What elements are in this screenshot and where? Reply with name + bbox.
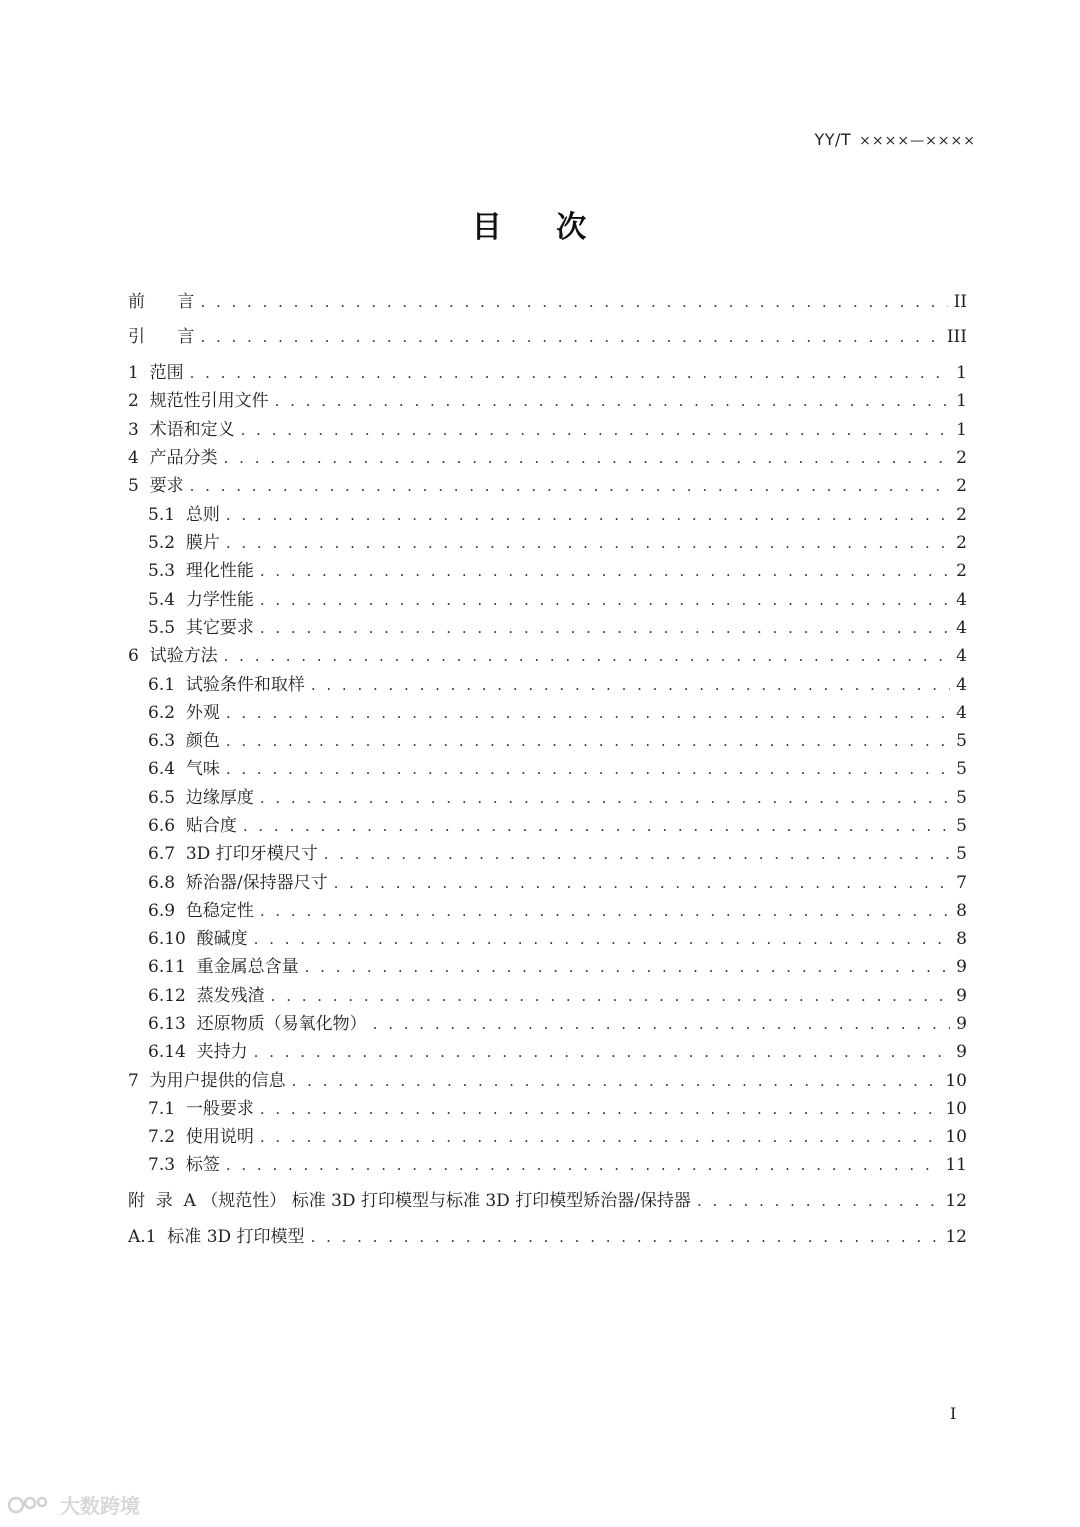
toc-leader-dots bbox=[260, 559, 950, 583]
toc-entry[interactable] bbox=[128, 842, 967, 866]
toc-entry-label: 7 为用户提供的信息 bbox=[128, 1071, 286, 1091]
toc-entry-page: 9 bbox=[956, 957, 967, 977]
toc-entry[interactable] bbox=[128, 1040, 967, 1064]
toc-leader-dots bbox=[697, 1189, 939, 1213]
toc-entry[interactable] bbox=[128, 446, 967, 470]
toc-entry-label: 6.7 3D 打印牙模尺寸 bbox=[148, 844, 318, 864]
toc-leader-dots bbox=[311, 1225, 940, 1249]
toc-leader-dots bbox=[200, 325, 940, 349]
standard-code-prefix: YY/T bbox=[814, 130, 852, 149]
toc-entry[interactable] bbox=[128, 871, 967, 895]
toc-entry[interactable] bbox=[128, 588, 967, 612]
toc-leader-dots bbox=[260, 616, 950, 640]
toc-entry[interactable] bbox=[128, 1069, 967, 1093]
toc-entry[interactable] bbox=[128, 1012, 967, 1036]
toc-entry[interactable] bbox=[128, 814, 967, 838]
toc-entry[interactable] bbox=[128, 474, 967, 498]
toc-leader-dots bbox=[311, 673, 950, 697]
toc-entry-label: 6.12 蒸发残渣 bbox=[148, 986, 265, 1006]
toc-entry-label: 6.8 矫治器/保持器尺寸 bbox=[148, 873, 328, 893]
toc-entry-page: 10 bbox=[945, 1071, 967, 1091]
toc-entry[interactable] bbox=[128, 389, 967, 413]
toc-leader-dots bbox=[271, 984, 951, 1008]
toc-entry-page: 8 bbox=[956, 901, 967, 921]
toc-entry-page: 9 bbox=[956, 1014, 967, 1034]
toc-entry[interactable] bbox=[128, 899, 967, 923]
toc-entry-label: 1 范围 bbox=[128, 363, 184, 383]
toc-leader-dots bbox=[226, 503, 950, 527]
watermark bbox=[8, 1490, 140, 1519]
toc-leader-dots bbox=[305, 955, 951, 979]
watermark-text: 大数跨境 bbox=[60, 1494, 140, 1518]
standard-code bbox=[814, 130, 976, 149]
toc-leader-dots bbox=[260, 899, 950, 923]
toc-entry-page: 2 bbox=[956, 561, 967, 581]
toc-entry-label: 6.9 色稳定性 bbox=[148, 901, 254, 921]
toc-entry[interactable] bbox=[128, 729, 967, 753]
toc-entry[interactable] bbox=[128, 290, 967, 314]
toc-leader-dots bbox=[226, 531, 950, 555]
page-number: I bbox=[950, 1404, 957, 1423]
toc-entry-page: II bbox=[953, 292, 967, 312]
toc-entry-label: 7.2 使用说明 bbox=[148, 1127, 254, 1147]
toc-leader-dots bbox=[226, 757, 950, 781]
toc-entry-page: 11 bbox=[945, 1155, 967, 1175]
toc-entry-page: 10 bbox=[945, 1127, 967, 1147]
toc-leader-dots bbox=[373, 1012, 951, 1036]
standard-code-number: ××××—×××× bbox=[859, 133, 976, 149]
toc-entry[interactable] bbox=[128, 418, 967, 442]
toc-entry-label: 引 言 bbox=[128, 327, 195, 347]
toc-leader-dots bbox=[260, 588, 950, 612]
toc-entry-label: 3 术语和定义 bbox=[128, 420, 235, 440]
toc-leader-dots bbox=[334, 871, 951, 895]
toc-entry-label: 4 产品分类 bbox=[128, 448, 218, 468]
toc-entry[interactable] bbox=[128, 984, 967, 1008]
toc-leader-dots bbox=[260, 1097, 940, 1121]
toc-entry-page: 10 bbox=[945, 1099, 967, 1119]
toc-entry-label: 7.1 一般要求 bbox=[148, 1099, 254, 1119]
toc-entry-page: 12 bbox=[945, 1191, 967, 1211]
toc-leader-dots bbox=[190, 474, 951, 498]
toc-entry[interactable] bbox=[128, 616, 967, 640]
toc-entry-page: 1 bbox=[956, 363, 967, 383]
toc-entry[interactable] bbox=[128, 361, 967, 385]
toc-entry[interactable] bbox=[128, 644, 967, 668]
toc-entry[interactable] bbox=[128, 531, 967, 555]
toc-entry-page: 12 bbox=[945, 1227, 967, 1247]
toc-entry-label: 前 言 bbox=[128, 292, 195, 312]
toc-entry-label: 5.3 理化性能 bbox=[148, 561, 254, 581]
toc-entry-label: 2 规范性引用文件 bbox=[128, 391, 269, 411]
toc-entry-page: 8 bbox=[956, 929, 967, 949]
toc-entry-label: 6.5 边缘厚度 bbox=[148, 788, 254, 808]
toc-leader-dots bbox=[200, 290, 947, 314]
toc-leader-dots bbox=[254, 927, 951, 951]
toc-entry[interactable] bbox=[128, 1125, 967, 1149]
toc-leader-dots bbox=[190, 361, 951, 385]
toc-entry-label: 5.5 其它要求 bbox=[148, 618, 254, 638]
toc-entry-label: 6.13 还原物质（易氧化物） bbox=[148, 1014, 367, 1034]
toc-leader-dots bbox=[226, 729, 950, 753]
toc-entry[interactable] bbox=[128, 927, 967, 951]
toc-entry-page: 9 bbox=[956, 1042, 967, 1062]
toc-entry-page: 4 bbox=[956, 675, 967, 695]
toc-entry[interactable] bbox=[128, 503, 967, 527]
toc-entry-page: 2 bbox=[956, 476, 967, 496]
toc-entry-page: 4 bbox=[956, 590, 967, 610]
toc-entry-page: 5 bbox=[956, 759, 967, 779]
toc-entry-page: 9 bbox=[956, 986, 967, 1006]
toc-entry-page: 4 bbox=[956, 618, 967, 638]
toc-entry-page: 1 bbox=[956, 391, 967, 411]
toc-leader-dots bbox=[324, 842, 950, 866]
toc-entry[interactable] bbox=[128, 757, 967, 781]
toc-entry-page: 7 bbox=[956, 873, 967, 893]
toc-entry[interactable] bbox=[128, 955, 967, 979]
toc-entry-label: 6.1 试验条件和取样 bbox=[148, 675, 305, 695]
toc-leader-dots bbox=[243, 814, 950, 838]
toc-entry-page: 4 bbox=[956, 703, 967, 723]
toc-entry[interactable] bbox=[128, 786, 967, 810]
toc-entry-page: 5 bbox=[956, 816, 967, 836]
toc-leader-dots bbox=[275, 389, 951, 413]
toc-entry-label: 6.6 贴合度 bbox=[148, 816, 237, 836]
toc-leader-dots bbox=[226, 701, 950, 725]
toc-entry-label: 6.11 重金属总含量 bbox=[148, 957, 299, 977]
toc-entry[interactable] bbox=[128, 1097, 967, 1121]
toc-entry-label: 6 试验方法 bbox=[128, 646, 218, 666]
toc-entry-label: A.1 标准 3D 打印模型 bbox=[128, 1227, 305, 1247]
toc-leader-dots bbox=[224, 446, 951, 470]
toc-entry-label: 5 要求 bbox=[128, 476, 184, 496]
toc-entry-label: 6.4 气味 bbox=[148, 759, 220, 779]
toc-entry-page: 2 bbox=[956, 533, 967, 553]
toc-leader-dots bbox=[226, 1153, 940, 1177]
toc-entry-label: 5.4 力学性能 bbox=[148, 590, 254, 610]
toc-entry-label: 5.2 膜片 bbox=[148, 533, 220, 553]
toc-entry-page: 4 bbox=[956, 646, 967, 666]
toc-entry-label: 6.14 夹持力 bbox=[148, 1042, 248, 1062]
toc-leader-dots bbox=[241, 418, 951, 442]
toc-entry-label: 5.1 总则 bbox=[148, 505, 220, 525]
toc-entry-label: 6.2 外观 bbox=[148, 703, 220, 723]
toc-entry[interactable] bbox=[128, 325, 967, 349]
toc-leader-dots bbox=[292, 1069, 940, 1093]
toc-entry-page: 5 bbox=[956, 844, 967, 864]
toc-leader-dots bbox=[254, 1040, 951, 1064]
toc-entry-page: 5 bbox=[956, 788, 967, 808]
toc-entry-page: 5 bbox=[956, 731, 967, 751]
toc-leader-dots bbox=[260, 786, 950, 810]
toc-entry[interactable] bbox=[128, 701, 967, 725]
toc-entry-page: 2 bbox=[956, 505, 967, 525]
toc-entry-label: 7.3 标签 bbox=[148, 1155, 220, 1175]
toc-entry-label: 6.10 酸碱度 bbox=[148, 929, 248, 949]
toc-leader-dots bbox=[224, 644, 951, 668]
logo-icon bbox=[8, 1494, 56, 1516]
toc-entry[interactable] bbox=[128, 673, 967, 697]
toc-entry-label: 附 录 A （规范性） 标准 3D 打印模型与标准 3D 打印模型矫治器/保持器 bbox=[128, 1191, 691, 1211]
toc-entry-page: 2 bbox=[956, 448, 967, 468]
toc-entry-label: 6.3 颜色 bbox=[148, 731, 220, 751]
toc-leader-dots bbox=[260, 1125, 940, 1149]
toc-entry[interactable] bbox=[128, 559, 967, 583]
toc-entry[interactable] bbox=[128, 1153, 967, 1177]
toc-entry[interactable] bbox=[128, 1225, 967, 1249]
page-title: 目 次 bbox=[471, 210, 609, 245]
toc-entry[interactable] bbox=[128, 1189, 967, 1213]
toc-entry-page: III bbox=[946, 327, 967, 347]
toc-entry-page: 1 bbox=[956, 420, 967, 440]
